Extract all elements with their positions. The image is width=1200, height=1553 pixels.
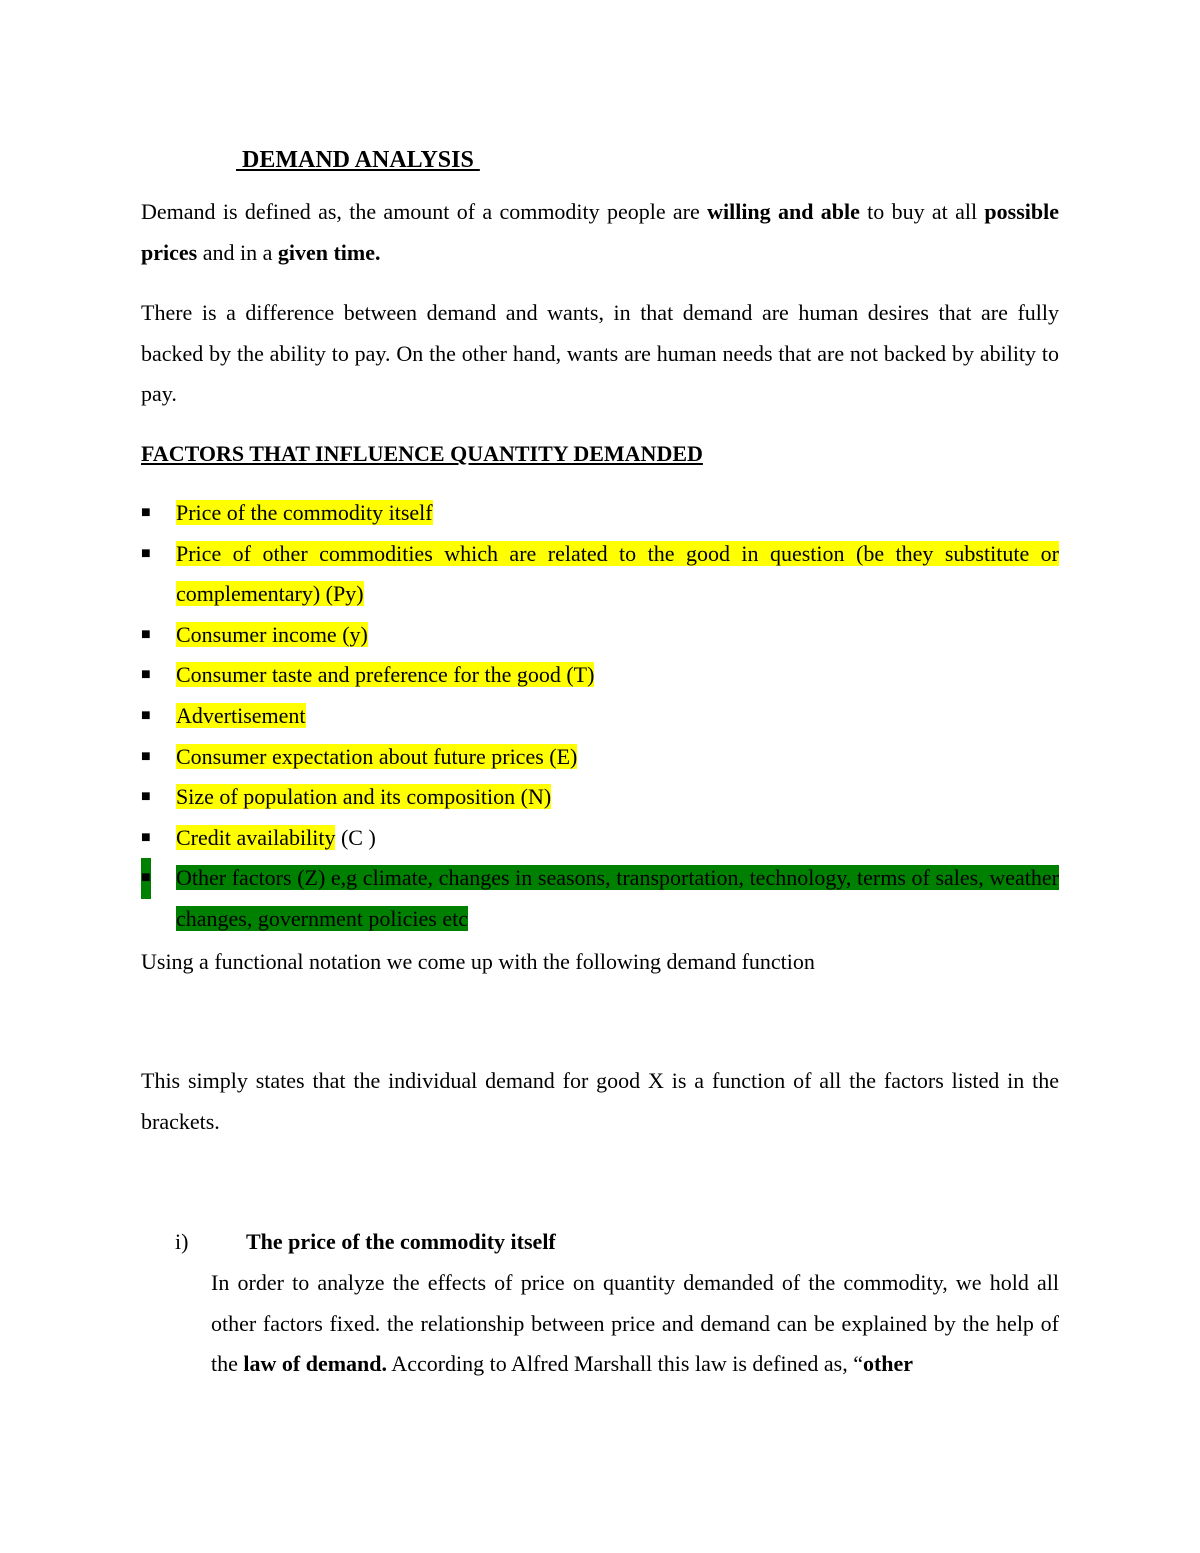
square-bullet-icon: ■	[141, 666, 151, 684]
price-paragraph	[211, 1263, 1059, 1385]
definition-bold-2: possible prices	[141, 199, 1060, 265]
factor-item	[141, 534, 1059, 615]
document-title: DEMAND ANALYSIS	[236, 147, 480, 173]
factor-item	[141, 818, 1059, 859]
factor-item	[141, 696, 1059, 737]
square-bullet-icon: ■	[141, 788, 151, 806]
factor-item	[141, 737, 1059, 778]
factor-text: Advertisement	[176, 702, 306, 728]
square-bullet-icon: ■	[141, 625, 151, 643]
factors-list	[141, 493, 1059, 940]
square-bullet-icon: ■	[141, 858, 151, 899]
definition-text-1: Demand is defined as, the amount of a commodity people are	[141, 199, 708, 224]
factor-item	[141, 615, 1059, 656]
subheading-title: The price of the commodity itself	[246, 1229, 556, 1254]
definition-bold-1: willing and able	[707, 199, 860, 224]
factor-text: Price of other commodities which are related to the good in question (be they substitute or complementary) (Py)	[176, 540, 1059, 607]
price-text-2: According to Alfred Marshall this law is defined as, “	[387, 1351, 863, 1376]
subheading-number: i)	[175, 1229, 189, 1254]
demand-definition-paragraph	[141, 192, 1059, 273]
factors-heading: FACTORS THAT INFLUENCE QUANTITY DEMANDED	[141, 441, 703, 466]
definition-text-3: and in a	[197, 239, 278, 265]
square-bullet-icon: ■	[141, 828, 151, 846]
price-bold-1: law of demand.	[243, 1351, 388, 1376]
difference-paragraph: There is a difference between demand and wants, in that demand are human desires that are fully backed by the ability to pay. On the other hand, wants are human needs that are not backed by ability to pay.	[141, 300, 1059, 406]
factor-text: Consumer taste and preference for the good (T)	[176, 662, 595, 688]
factor-text: Consumer expectation about future prices (E)	[176, 743, 578, 769]
factor-suffix: (C )	[335, 824, 376, 850]
square-bullet-icon: ■	[141, 747, 151, 765]
factor-item	[141, 858, 1059, 939]
functional-notation-text: Using a functional notation we come up with the following demand function	[141, 949, 815, 974]
square-bullet-icon: ■	[141, 544, 151, 562]
factor-text: Price of the commodity itself	[176, 500, 433, 525]
factor-text: Consumer income (y)	[176, 621, 368, 647]
factor-text: Size of population and its composition (N)	[176, 784, 552, 810]
square-bullet-icon: ■	[141, 706, 151, 724]
definition-bold-3: given time.	[277, 239, 381, 265]
price-bold-2: other	[862, 1351, 914, 1376]
price-text-1: In order to analyze the effects of price on quantity demanded of the commodity, we hold all other factors fixed. the relationship between price and demand can be explained by the help of the	[211, 1270, 1059, 1376]
factor-text: Credit availability	[176, 824, 336, 850]
definition-text-2: to buy at all	[859, 199, 985, 224]
factor-item	[141, 493, 1059, 534]
factor-item	[141, 655, 1059, 696]
function-explanation-paragraph: This simply states that the individual demand for good X is a function of all the factors listed in the brackets.	[141, 1068, 1059, 1134]
factor-text: Other factors (Z) e,g climate, changes in seasons, transportation, technology, terms of sales, weather changes, government policies etc	[176, 865, 1059, 931]
factor-item	[141, 777, 1059, 818]
square-bullet-icon: ■	[141, 504, 151, 521]
